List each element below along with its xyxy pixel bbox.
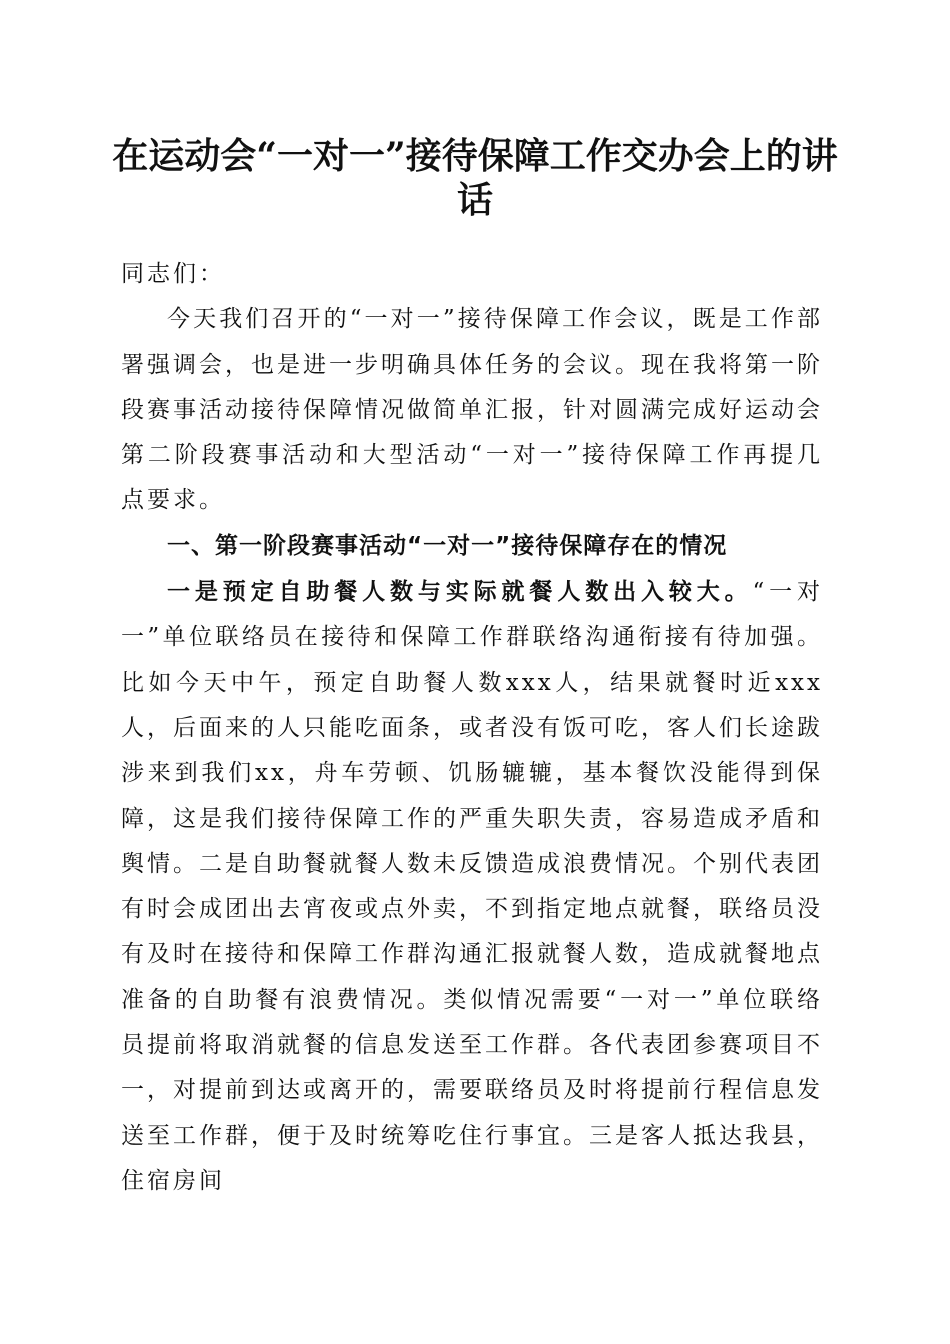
section-heading: 一、第一阶段赛事活动“一对一”接待保障存在的情况 (167, 532, 728, 559)
document-title: 在运动会“一对一”接待保障工作交办会上的讲话 (112, 135, 838, 221)
document-body (121, 252, 823, 1204)
paragraph-lead: 一是预定自助餐人数与实际就餐人数出入较大。 (167, 578, 753, 606)
salutation: 同志们： (121, 261, 225, 287)
intro-paragraph: 今天我们召开的“一对一”接待保障工作会议，既是工作部署强调会，也是进一步明确具体任务的会议。现在我将第一阶段赛事活动接待保障情况做简单汇报，针对圆满完成好运动会第二阶段赛事活动和大型活动“一对一”接待保障工作再提几点要求。 (121, 306, 823, 514)
paragraph-body: “一对一”单位联络员在接待和保障工作群联络沟通衔接有待加强。比如今天中午，预定自助餐人数xxx人，结果就餐时近xxx人，后面来的人只能吃面条，或者没有饭可吃，客人们长途跋涉来到我们xx，舟车劳顿、饥肠辘辘，基本餐饮没能得到保障，这是我们接待保障工作的严重失职失责，容易造成矛盾和舆情。二是自助餐就餐人数未反馈造成浪费情况。个别代表团有时会成团出去宵夜或点外卖，不到指定地点就餐，联络员没有及时在接待和保障工作群沟通汇报就餐人数，造成就餐地点准备的自助餐有浪费情况。类似情况需要“一对一”单位联络员提前将取消就餐的信息发送至工作群。各代表团参赛项目不一，对提前到达或离开的，需要联络员及时将提前行程信息发送至工作群，便于及时统筹吃住行事宜。三是客人抵达我县，住宿房间 (121, 579, 824, 1194)
section-paragraph (121, 569, 823, 1204)
